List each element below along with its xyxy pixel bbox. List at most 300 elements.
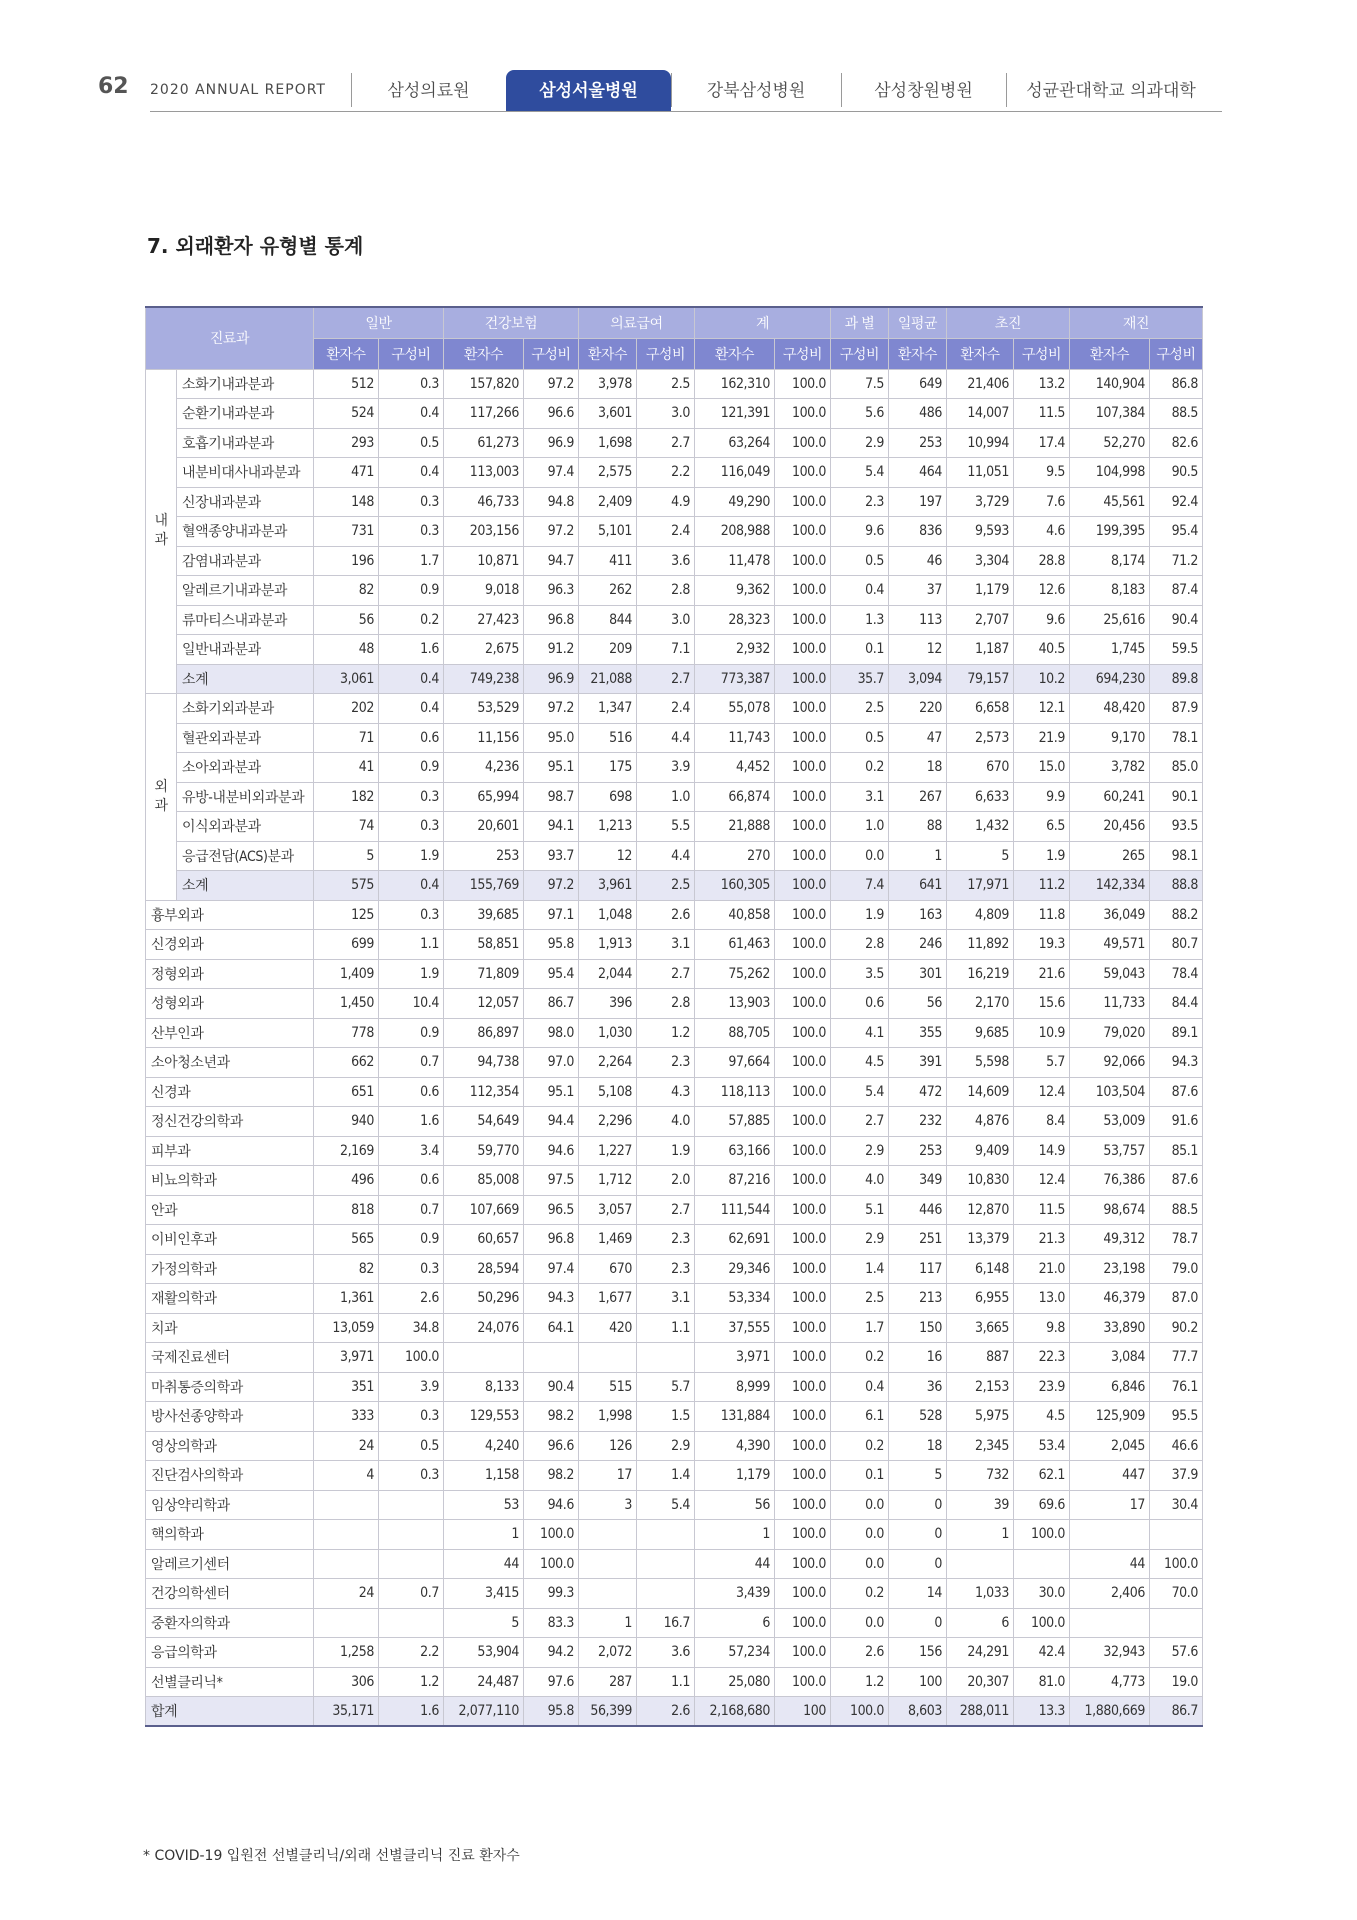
cell-value: 100.0 bbox=[775, 1608, 831, 1638]
cell-value: 3.0 bbox=[637, 399, 695, 429]
cell-value bbox=[947, 1549, 1014, 1579]
cell-value: 87.9 bbox=[1150, 694, 1203, 724]
cell-value: 148 bbox=[314, 487, 379, 517]
cell-value: 47 bbox=[889, 723, 947, 753]
cell-value: 12,057 bbox=[444, 989, 524, 1019]
cell-value: 4,773 bbox=[1070, 1667, 1150, 1697]
subheader-patients: 환자수 bbox=[314, 338, 379, 369]
dept-name: 정신건강의학과 bbox=[146, 1107, 314, 1137]
cell-value bbox=[379, 1549, 444, 1579]
cell-value: 11,051 bbox=[947, 458, 1014, 488]
cell-value: 94,738 bbox=[444, 1048, 524, 1078]
cell-value: 1.0 bbox=[831, 812, 889, 842]
cell-value: 2,409 bbox=[579, 487, 637, 517]
cell-value: 98.1 bbox=[1150, 841, 1203, 871]
cell-value: 86.7 bbox=[524, 989, 579, 1019]
cell-value: 94.6 bbox=[524, 1490, 579, 1520]
cell-value: 2,573 bbox=[947, 723, 1014, 753]
cell-value: 213 bbox=[889, 1284, 947, 1314]
dept-name: 진단검사의학과 bbox=[146, 1461, 314, 1491]
cell-value: 100.0 bbox=[775, 1225, 831, 1255]
cell-value: 100.0 bbox=[775, 664, 831, 694]
cell-value: 100.0 bbox=[775, 399, 831, 429]
cell-value: 96.8 bbox=[524, 1225, 579, 1255]
cell-value: 17.4 bbox=[1014, 428, 1070, 458]
table-row bbox=[146, 458, 1203, 488]
tab-kangbuk-samsung-hospital[interactable]: 강북삼성병원 bbox=[671, 70, 841, 111]
cell-value: 262 bbox=[579, 576, 637, 606]
table-row bbox=[146, 1107, 1203, 1137]
cell-value: 0.4 bbox=[379, 399, 444, 429]
cell-value: 0.6 bbox=[831, 989, 889, 1019]
cell-value: 100.0 bbox=[775, 1667, 831, 1697]
footnote: * COVID-19 입원전 선별클리닉/외래 선별클리닉 진료 환자수 bbox=[143, 1848, 520, 1864]
cell-value: 160,305 bbox=[695, 871, 775, 901]
cell-value: 95.4 bbox=[1150, 517, 1203, 547]
cell-value: 0.6 bbox=[379, 1166, 444, 1196]
cell-value: 6.1 bbox=[831, 1402, 889, 1432]
cell-value: 253 bbox=[889, 428, 947, 458]
cell-value: 46,733 bbox=[444, 487, 524, 517]
cell-value: 2.6 bbox=[379, 1284, 444, 1314]
cell-value bbox=[379, 1490, 444, 1520]
table-row bbox=[146, 1225, 1203, 1255]
cell-value: 65,994 bbox=[444, 782, 524, 812]
cell-value: 8,133 bbox=[444, 1372, 524, 1402]
cell-value: 2,169 bbox=[314, 1136, 379, 1166]
cell-value: 1.2 bbox=[831, 1667, 889, 1697]
header-daily-avg: 일평균 bbox=[889, 307, 947, 338]
cell-value: 1.6 bbox=[379, 1107, 444, 1137]
cell-value: 42.4 bbox=[1014, 1638, 1070, 1668]
cell-value: 0.2 bbox=[831, 1431, 889, 1461]
dept-name: 신경외과 bbox=[146, 930, 314, 960]
cell-value: 21.9 bbox=[1014, 723, 1070, 753]
cell-value: 40,858 bbox=[695, 900, 775, 930]
table-row bbox=[146, 959, 1203, 989]
header-revisit: 재진 bbox=[1070, 307, 1203, 338]
cell-value: 95.5 bbox=[1150, 1402, 1203, 1432]
cell-value: 16 bbox=[889, 1343, 947, 1373]
cell-value: 11.2 bbox=[1014, 871, 1070, 901]
cell-value: 1,213 bbox=[579, 812, 637, 842]
cell-value: 85.1 bbox=[1150, 1136, 1203, 1166]
cell-value: 142,334 bbox=[1070, 871, 1150, 901]
cell-value: 1 bbox=[947, 1520, 1014, 1550]
table-row bbox=[146, 694, 1203, 724]
cell-value: 13.0 bbox=[1014, 1284, 1070, 1314]
cell-value: 21,406 bbox=[947, 369, 1014, 399]
cell-value: 100.0 bbox=[775, 1313, 831, 1343]
cell-value: 1,450 bbox=[314, 989, 379, 1019]
cell-value: 3,978 bbox=[579, 369, 637, 399]
cell-value: 2.0 bbox=[637, 1166, 695, 1196]
cell-value: 100.0 bbox=[775, 1107, 831, 1137]
dept-name: 마취통증의학과 bbox=[146, 1372, 314, 1402]
cell-value: 63,264 bbox=[695, 428, 775, 458]
table-row bbox=[146, 753, 1203, 783]
cell-value: 0.4 bbox=[379, 458, 444, 488]
cell-value: 940 bbox=[314, 1107, 379, 1137]
cell-value: 100.0 bbox=[775, 753, 831, 783]
cell-value: 97.6 bbox=[524, 1667, 579, 1697]
table-row bbox=[146, 428, 1203, 458]
cell-value: 96.6 bbox=[524, 1431, 579, 1461]
cell-value: 100.0 bbox=[775, 1490, 831, 1520]
cell-value: 2,932 bbox=[695, 635, 775, 665]
cell-value bbox=[637, 1549, 695, 1579]
report-title: 2020 ANNUAL REPORT bbox=[150, 82, 326, 98]
dept-name: 피부과 bbox=[146, 1136, 314, 1166]
cell-value: 17 bbox=[579, 1461, 637, 1491]
cell-value: 199,395 bbox=[1070, 517, 1150, 547]
cell-value: 1.7 bbox=[831, 1313, 889, 1343]
cell-value: 18 bbox=[889, 1431, 947, 1461]
cell-value: 96.9 bbox=[524, 664, 579, 694]
cell-value: 694,230 bbox=[1070, 664, 1150, 694]
table-row bbox=[146, 723, 1203, 753]
cell-value: 129,553 bbox=[444, 1402, 524, 1432]
dept-name: 감염내과분과 bbox=[177, 546, 314, 576]
dept-name: 유방-내분비외과분과 bbox=[177, 782, 314, 812]
outpatient-type-stats-table bbox=[145, 306, 1203, 1727]
cell-value: 349 bbox=[889, 1166, 947, 1196]
cell-value: 100.0 bbox=[775, 635, 831, 665]
cell-value: 5,598 bbox=[947, 1048, 1014, 1078]
cell-value: 107,669 bbox=[444, 1195, 524, 1225]
cell-value: 4.0 bbox=[831, 1166, 889, 1196]
cell-value: 44 bbox=[1070, 1549, 1150, 1579]
cell-value: 773,387 bbox=[695, 664, 775, 694]
dept-name: 방사선종양학과 bbox=[146, 1402, 314, 1432]
table-row bbox=[146, 546, 1203, 576]
cell-value: 698 bbox=[579, 782, 637, 812]
dept-name: 건강의학센터 bbox=[146, 1579, 314, 1609]
cell-value: 2,675 bbox=[444, 635, 524, 665]
cell-value: 162,310 bbox=[695, 369, 775, 399]
dept-name: 가정의학과 bbox=[146, 1254, 314, 1284]
cell-value: 79,157 bbox=[947, 664, 1014, 694]
cell-value: 60,241 bbox=[1070, 782, 1150, 812]
cell-value: 3.6 bbox=[637, 1638, 695, 1668]
cell-value: 96.9 bbox=[524, 428, 579, 458]
cell-value: 13,903 bbox=[695, 989, 775, 1019]
cell-value: 100.0 bbox=[775, 1579, 831, 1609]
cell-value: 1,698 bbox=[579, 428, 637, 458]
cell-value: 0.1 bbox=[831, 1461, 889, 1491]
cell-value: 14 bbox=[889, 1579, 947, 1609]
cell-value: 116,049 bbox=[695, 458, 775, 488]
cell-value: 1,347 bbox=[579, 694, 637, 724]
cell-value: 2,153 bbox=[947, 1372, 1014, 1402]
cell-value: 18 bbox=[889, 753, 947, 783]
cell-value: 74 bbox=[314, 812, 379, 842]
dept-name: 중환자의학과 bbox=[146, 1608, 314, 1638]
dept-name: 혈관외과분과 bbox=[177, 723, 314, 753]
cell-value: 36,049 bbox=[1070, 900, 1150, 930]
cell-value: 100.0 bbox=[775, 1166, 831, 1196]
cell-value: 1,469 bbox=[579, 1225, 637, 1255]
cell-value bbox=[579, 1579, 637, 1609]
cell-value: 61,463 bbox=[695, 930, 775, 960]
dept-name: 이비인후과 bbox=[146, 1225, 314, 1255]
table-row bbox=[146, 487, 1203, 517]
subheader-patients: 환자수 bbox=[1070, 338, 1150, 369]
cell-value: 94.3 bbox=[524, 1284, 579, 1314]
cell-value: 11,743 bbox=[695, 723, 775, 753]
cell-value: 60,657 bbox=[444, 1225, 524, 1255]
cell-value: 98.2 bbox=[524, 1402, 579, 1432]
cell-value: 1,712 bbox=[579, 1166, 637, 1196]
cell-value: 2.5 bbox=[637, 369, 695, 399]
cell-value: 253 bbox=[444, 841, 524, 871]
table-row bbox=[146, 1402, 1203, 1432]
cell-value: 100.0 bbox=[775, 782, 831, 812]
cell-value: 163 bbox=[889, 900, 947, 930]
cell-value: 2,170 bbox=[947, 989, 1014, 1019]
cell-value: 117,266 bbox=[444, 399, 524, 429]
cell-value: 21,888 bbox=[695, 812, 775, 842]
cell-value: 54,649 bbox=[444, 1107, 524, 1137]
cell-value: 0 bbox=[889, 1490, 947, 1520]
cell-value: 2.9 bbox=[637, 1431, 695, 1461]
cell-value: 117 bbox=[889, 1254, 947, 1284]
cell-value: 11.8 bbox=[1014, 900, 1070, 930]
cell-value: 24,487 bbox=[444, 1667, 524, 1697]
cell-value: 12.4 bbox=[1014, 1166, 1070, 1196]
cell-value: 14,609 bbox=[947, 1077, 1014, 1107]
cell-value: 8,174 bbox=[1070, 546, 1150, 576]
cell-value: 293 bbox=[314, 428, 379, 458]
dept-name: 소화기내과분과 bbox=[177, 369, 314, 399]
cell-value: 40.5 bbox=[1014, 635, 1070, 665]
tab-samsung-seoul-hospital[interactable]: 삼성서울병원 bbox=[506, 70, 671, 111]
cell-value: 246 bbox=[889, 930, 947, 960]
table-row bbox=[146, 782, 1203, 812]
cell-value: 83.3 bbox=[524, 1608, 579, 1638]
cell-value: 21.0 bbox=[1014, 1254, 1070, 1284]
subheader-patients: 환자수 bbox=[444, 338, 524, 369]
cell-value: 126 bbox=[579, 1431, 637, 1461]
cell-value: 2.7 bbox=[637, 1195, 695, 1225]
cell-value: 575 bbox=[314, 871, 379, 901]
cell-value: 140,904 bbox=[1070, 369, 1150, 399]
cell-value: 3,971 bbox=[695, 1343, 775, 1373]
cell-value: 79,020 bbox=[1070, 1018, 1150, 1048]
cell-value: 778 bbox=[314, 1018, 379, 1048]
dept-name: 알레르기센터 bbox=[146, 1549, 314, 1579]
cell-value: 5 bbox=[889, 1461, 947, 1491]
cell-value: 3,304 bbox=[947, 546, 1014, 576]
dept-name: 임상약리학과 bbox=[146, 1490, 314, 1520]
cell-value: 95.8 bbox=[524, 1697, 579, 1727]
cell-value: 100.0 bbox=[379, 1343, 444, 1373]
cell-value: 89.8 bbox=[1150, 664, 1203, 694]
cell-value: 35,171 bbox=[314, 1697, 379, 1727]
cell-value: 121,391 bbox=[695, 399, 775, 429]
table-row bbox=[146, 1284, 1203, 1314]
cell-value: 100.0 bbox=[775, 1402, 831, 1432]
cell-value: 46,379 bbox=[1070, 1284, 1150, 1314]
cell-value: 63,166 bbox=[695, 1136, 775, 1166]
table-row bbox=[146, 1372, 1203, 1402]
cell-value: 22.3 bbox=[1014, 1343, 1070, 1373]
cell-value: 3.1 bbox=[831, 782, 889, 812]
cell-value: 2.4 bbox=[637, 517, 695, 547]
cell-value: 78.4 bbox=[1150, 959, 1203, 989]
tab-samsung-medical-center[interactable]: 삼성의료원 bbox=[351, 70, 506, 111]
cell-value bbox=[1150, 1520, 1203, 1550]
cell-value: 156 bbox=[889, 1638, 947, 1668]
cell-value: 749,238 bbox=[444, 664, 524, 694]
cell-value: 2.4 bbox=[637, 694, 695, 724]
cell-value: 4,390 bbox=[695, 1431, 775, 1461]
cell-value: 0.2 bbox=[831, 1343, 889, 1373]
cell-value: 1,361 bbox=[314, 1284, 379, 1314]
cell-value: 3.0 bbox=[637, 605, 695, 635]
cell-value: 7.1 bbox=[637, 635, 695, 665]
cell-value: 0.0 bbox=[831, 1608, 889, 1638]
cell-value: 95.1 bbox=[524, 1077, 579, 1107]
table-row bbox=[146, 1549, 1203, 1579]
cell-value: 4,452 bbox=[695, 753, 775, 783]
cell-value: 9,362 bbox=[695, 576, 775, 606]
cell-value: 11,478 bbox=[695, 546, 775, 576]
cell-value bbox=[579, 1520, 637, 1550]
cell-value: 100.0 bbox=[775, 517, 831, 547]
table-row bbox=[146, 1048, 1203, 1078]
subheader-ratio: 구성비 bbox=[1014, 338, 1070, 369]
cell-value: 464 bbox=[889, 458, 947, 488]
cell-value: 9.9 bbox=[1014, 782, 1070, 812]
cell-value: 3.1 bbox=[637, 1284, 695, 1314]
cell-value: 71,809 bbox=[444, 959, 524, 989]
cell-value: 155,769 bbox=[444, 871, 524, 901]
tab-skku-medical-school[interactable]: 성균관대학교 의과대학 bbox=[1006, 70, 1216, 111]
cell-value: 94.7 bbox=[524, 546, 579, 576]
cell-value: 56 bbox=[889, 989, 947, 1019]
cell-value: 3,665 bbox=[947, 1313, 1014, 1343]
subheader-patients: 환자수 bbox=[695, 338, 775, 369]
cell-value: 97.2 bbox=[524, 694, 579, 724]
cell-value: 94.2 bbox=[524, 1638, 579, 1668]
cell-value: 41 bbox=[314, 753, 379, 783]
header-insurance: 건강보험 bbox=[444, 307, 579, 338]
cell-value: 512 bbox=[314, 369, 379, 399]
dept-name: 내분비대사내과분과 bbox=[177, 458, 314, 488]
cell-value: 59,770 bbox=[444, 1136, 524, 1166]
cell-value: 97.2 bbox=[524, 369, 579, 399]
dept-name: 이식외과분과 bbox=[177, 812, 314, 842]
cell-value: 6,633 bbox=[947, 782, 1014, 812]
cell-value: 157,820 bbox=[444, 369, 524, 399]
cell-value: 100.0 bbox=[775, 930, 831, 960]
cell-value: 0.0 bbox=[831, 1549, 889, 1579]
cell-value: 37.9 bbox=[1150, 1461, 1203, 1491]
group-label: 외 과 bbox=[146, 694, 177, 901]
table-row bbox=[146, 1667, 1203, 1697]
cell-value: 4,240 bbox=[444, 1431, 524, 1461]
cell-value: 3,782 bbox=[1070, 753, 1150, 783]
cell-value: 15.6 bbox=[1014, 989, 1070, 1019]
cell-value: 12,870 bbox=[947, 1195, 1014, 1225]
cell-value: 8.4 bbox=[1014, 1107, 1070, 1137]
cell-value: 1.7 bbox=[379, 546, 444, 576]
cell-value: 1,158 bbox=[444, 1461, 524, 1491]
table-row bbox=[146, 1638, 1203, 1668]
cell-value: 86,897 bbox=[444, 1018, 524, 1048]
cell-value: 6,955 bbox=[947, 1284, 1014, 1314]
cell-value: 71 bbox=[314, 723, 379, 753]
cell-value: 32,943 bbox=[1070, 1638, 1150, 1668]
cell-value: 220 bbox=[889, 694, 947, 724]
table-row bbox=[146, 1520, 1203, 1550]
header-divider bbox=[150, 111, 1222, 112]
cell-value bbox=[379, 1608, 444, 1638]
cell-value: 98.2 bbox=[524, 1461, 579, 1491]
cell-value: 100.0 bbox=[775, 959, 831, 989]
cell-value: 202 bbox=[314, 694, 379, 724]
cell-value: 90.1 bbox=[1150, 782, 1203, 812]
cell-value bbox=[379, 1520, 444, 1550]
cell-value: 3 bbox=[579, 1490, 637, 1520]
cell-value: 1,745 bbox=[1070, 635, 1150, 665]
cell-value: 100.0 bbox=[775, 1018, 831, 1048]
cell-value: 8,999 bbox=[695, 1372, 775, 1402]
cell-value: 27,423 bbox=[444, 605, 524, 635]
cell-value: 150 bbox=[889, 1313, 947, 1343]
tab-samsung-changwon-hospital[interactable]: 삼성창원병원 bbox=[841, 70, 1006, 111]
cell-value: 486 bbox=[889, 399, 947, 429]
cell-value: 0.3 bbox=[379, 487, 444, 517]
cell-value: 0.3 bbox=[379, 1254, 444, 1284]
cell-value: 1,048 bbox=[579, 900, 637, 930]
cell-value: 3,601 bbox=[579, 399, 637, 429]
cell-value: 100.0 bbox=[775, 428, 831, 458]
table-row bbox=[146, 369, 1203, 399]
cell-value: 472 bbox=[889, 1077, 947, 1107]
cell-value: 44 bbox=[444, 1549, 524, 1579]
cell-value: 87.0 bbox=[1150, 1284, 1203, 1314]
cell-value: 1.1 bbox=[637, 1667, 695, 1697]
cell-value: 7.6 bbox=[1014, 487, 1070, 517]
cell-value bbox=[637, 1520, 695, 1550]
cell-value: 95.4 bbox=[524, 959, 579, 989]
cell-value: 90.4 bbox=[524, 1372, 579, 1402]
dept-name: 합계 bbox=[146, 1697, 314, 1727]
cell-value: 5.4 bbox=[831, 1077, 889, 1107]
header-general: 일반 bbox=[314, 307, 444, 338]
cell-value: 12.4 bbox=[1014, 1077, 1070, 1107]
cell-value: 2,077,110 bbox=[444, 1697, 524, 1727]
cell-value: 203,156 bbox=[444, 517, 524, 547]
cell-value: 16,219 bbox=[947, 959, 1014, 989]
cell-value: 19.3 bbox=[1014, 930, 1070, 960]
cell-value: 1.2 bbox=[379, 1667, 444, 1697]
dept-name: 정형외과 bbox=[146, 959, 314, 989]
cell-value: 0.7 bbox=[379, 1195, 444, 1225]
cell-value: 670 bbox=[947, 753, 1014, 783]
cell-value: 10.4 bbox=[379, 989, 444, 1019]
cell-value: 391 bbox=[889, 1048, 947, 1078]
cell-value: 29,346 bbox=[695, 1254, 775, 1284]
cell-value: 57,234 bbox=[695, 1638, 775, 1668]
cell-value: 1.4 bbox=[637, 1461, 695, 1491]
cell-value: 75,262 bbox=[695, 959, 775, 989]
cell-value: 2,296 bbox=[579, 1107, 637, 1137]
cell-value: 88,705 bbox=[695, 1018, 775, 1048]
cell-value: 4,809 bbox=[947, 900, 1014, 930]
